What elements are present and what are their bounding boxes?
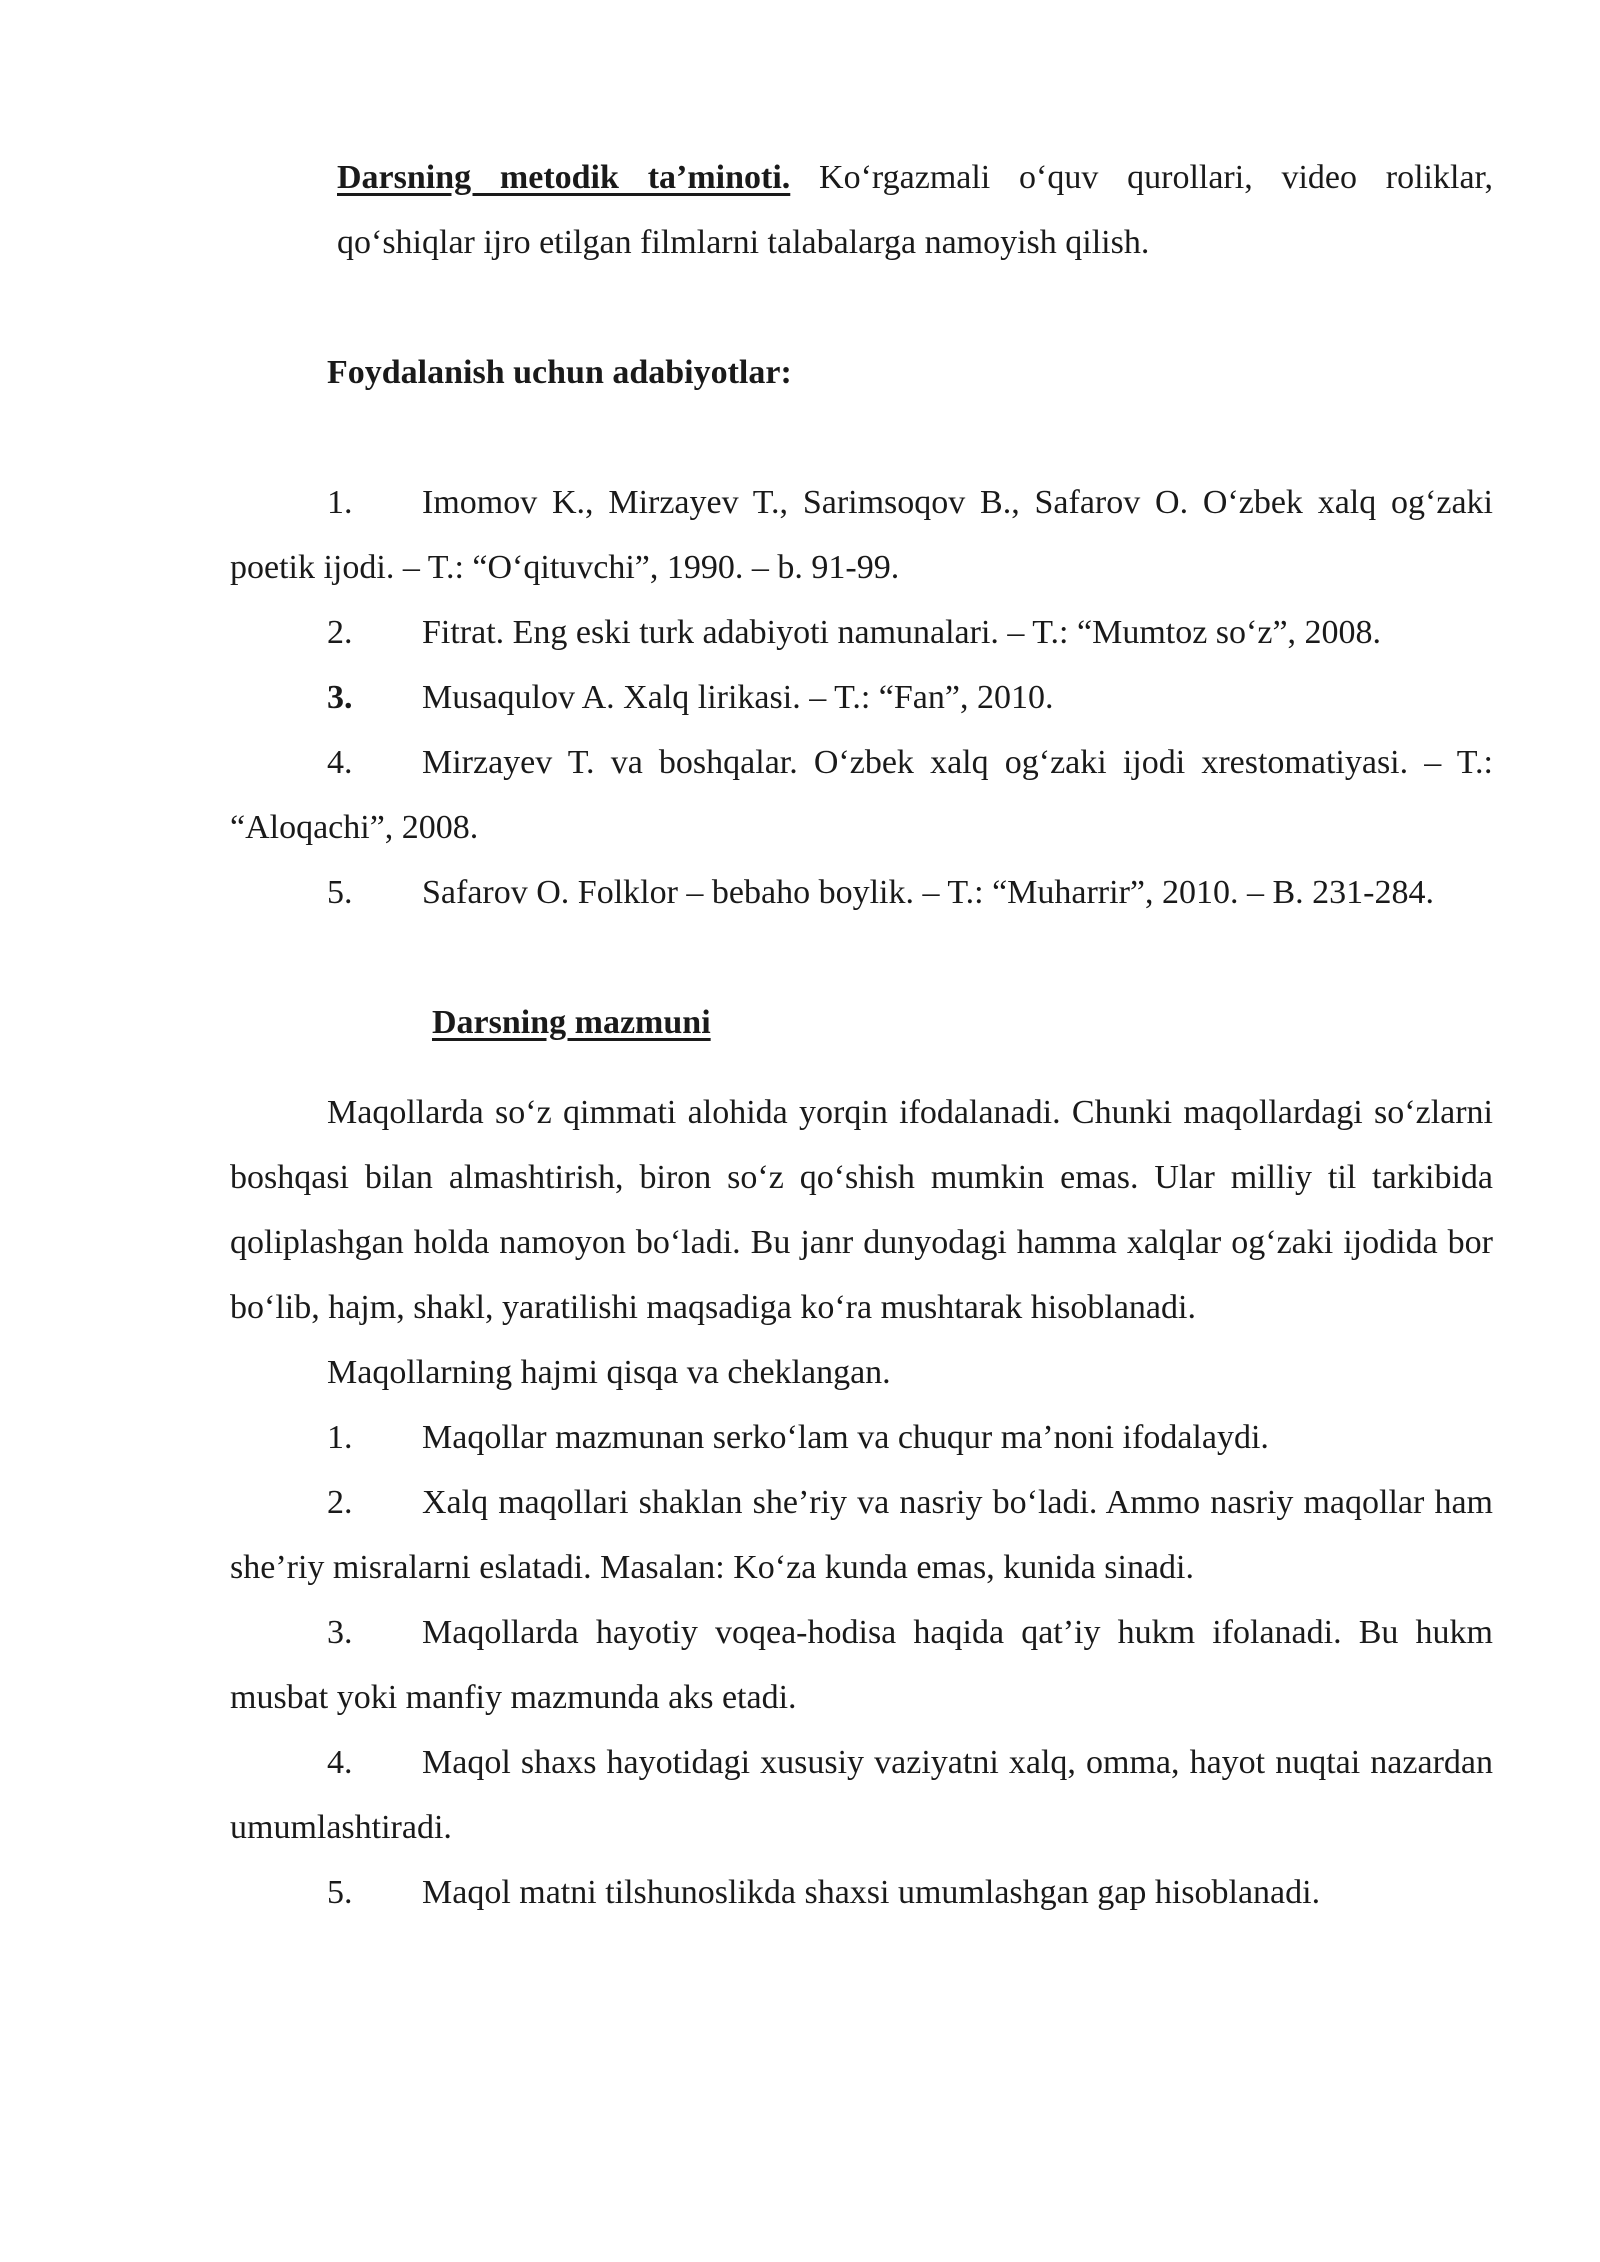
content-item-3: 3. Maqollarda hayotiy voqea-hodisa haqida qat’iy hukm ifolanadi. Bu hukm musbat yoki manfiy mazmunda aks etadi. xyxy=(230,1614,1493,1716)
content-item-2: 2. Xalq maqollari shaklan she’riy va nasriy bo‘ladi. Ammo nasriy maqollar ham she’riy misralarni eslatadi. Masalan: Ko‘za kunda emas, kunida sinadi. xyxy=(230,1484,1493,1586)
content-item-1: 1. Maqollar mazmunan serko‘lam va chuqur ma’noni ifodalaydi. xyxy=(327,1419,1269,1456)
literature-item-3: 3. Musaqulov A. Xalq lirikasi. – T.: “Fan”, 2010. xyxy=(327,679,1054,716)
content-item-4: 4. Maqol shaxs hayotidagi xususiy vaziyatni xalq, omma, hayot nuqtai nazardan umumlashtiradi. xyxy=(230,1744,1493,1846)
literature-item-4: 4. Mirzayev T. va boshqalar. O‘zbek xalq og‘zaki ijodi xrestomatiyasi. – T.: “Aloqachi”, 2008. xyxy=(230,744,1493,846)
literature-item-5: 5. Safarov O. Folklor – bebaho boylik. – T.: “Muharrir”, 2010. – B. 231-284. xyxy=(327,874,1434,911)
methodology-heading: Darsning metodik ta’minoti. xyxy=(337,159,791,196)
methodology-text: Ko‘rgazmali o‘quv qurollari, video roliklar, qo‘shiqlar ijro etilgan filmlarni talabalarga namoyish qilish. xyxy=(337,159,1493,261)
document-page xyxy=(230,145,1493,1925)
literature-heading: Foydalanish uchun adabiyotlar: xyxy=(327,354,792,391)
literature-item-2: 2. Fitrat. Eng eski turk adabiyoti namunalari. – T.: “Mumtoz so‘z”, 2008. xyxy=(327,614,1382,651)
content-paragraph-2: Maqollarning hajmi qisqa va cheklangan. xyxy=(327,1354,891,1391)
content-paragraph-1: Maqollarda so‘z qimmati alohida yorqin ifodalanadi. Chunki maqollardagi so‘zlarni boshqasi bilan almashtirish, biron so‘z qo‘shish mumkin emas. Ular milliy til tarkibida qoliplashgan holda namoyon bo‘ladi. Bu janr dunyodagi hamma xalqlar og‘zaki ijodida bor bo‘lib, hajm, shakl, yaratilishi maqsadiga ko‘ra mushtarak hisoblanadi. xyxy=(230,1094,1493,1326)
intro-paragraph xyxy=(230,145,1493,275)
content-item-5: 5. Maqol matni tilshunoslikda shaxsi umumlashgan gap hisoblanadi. xyxy=(327,1874,1321,1911)
content-heading: Darsning mazmuni xyxy=(432,1004,711,1041)
literature-item-1: 1. Imomov K., Mirzayev T., Sarimsoqov B., Safarov O. O‘zbek xalq og‘zaki poetik ijodi. – T.: “O‘qituvchi”, 1990. – b. 91-99. xyxy=(230,484,1493,586)
